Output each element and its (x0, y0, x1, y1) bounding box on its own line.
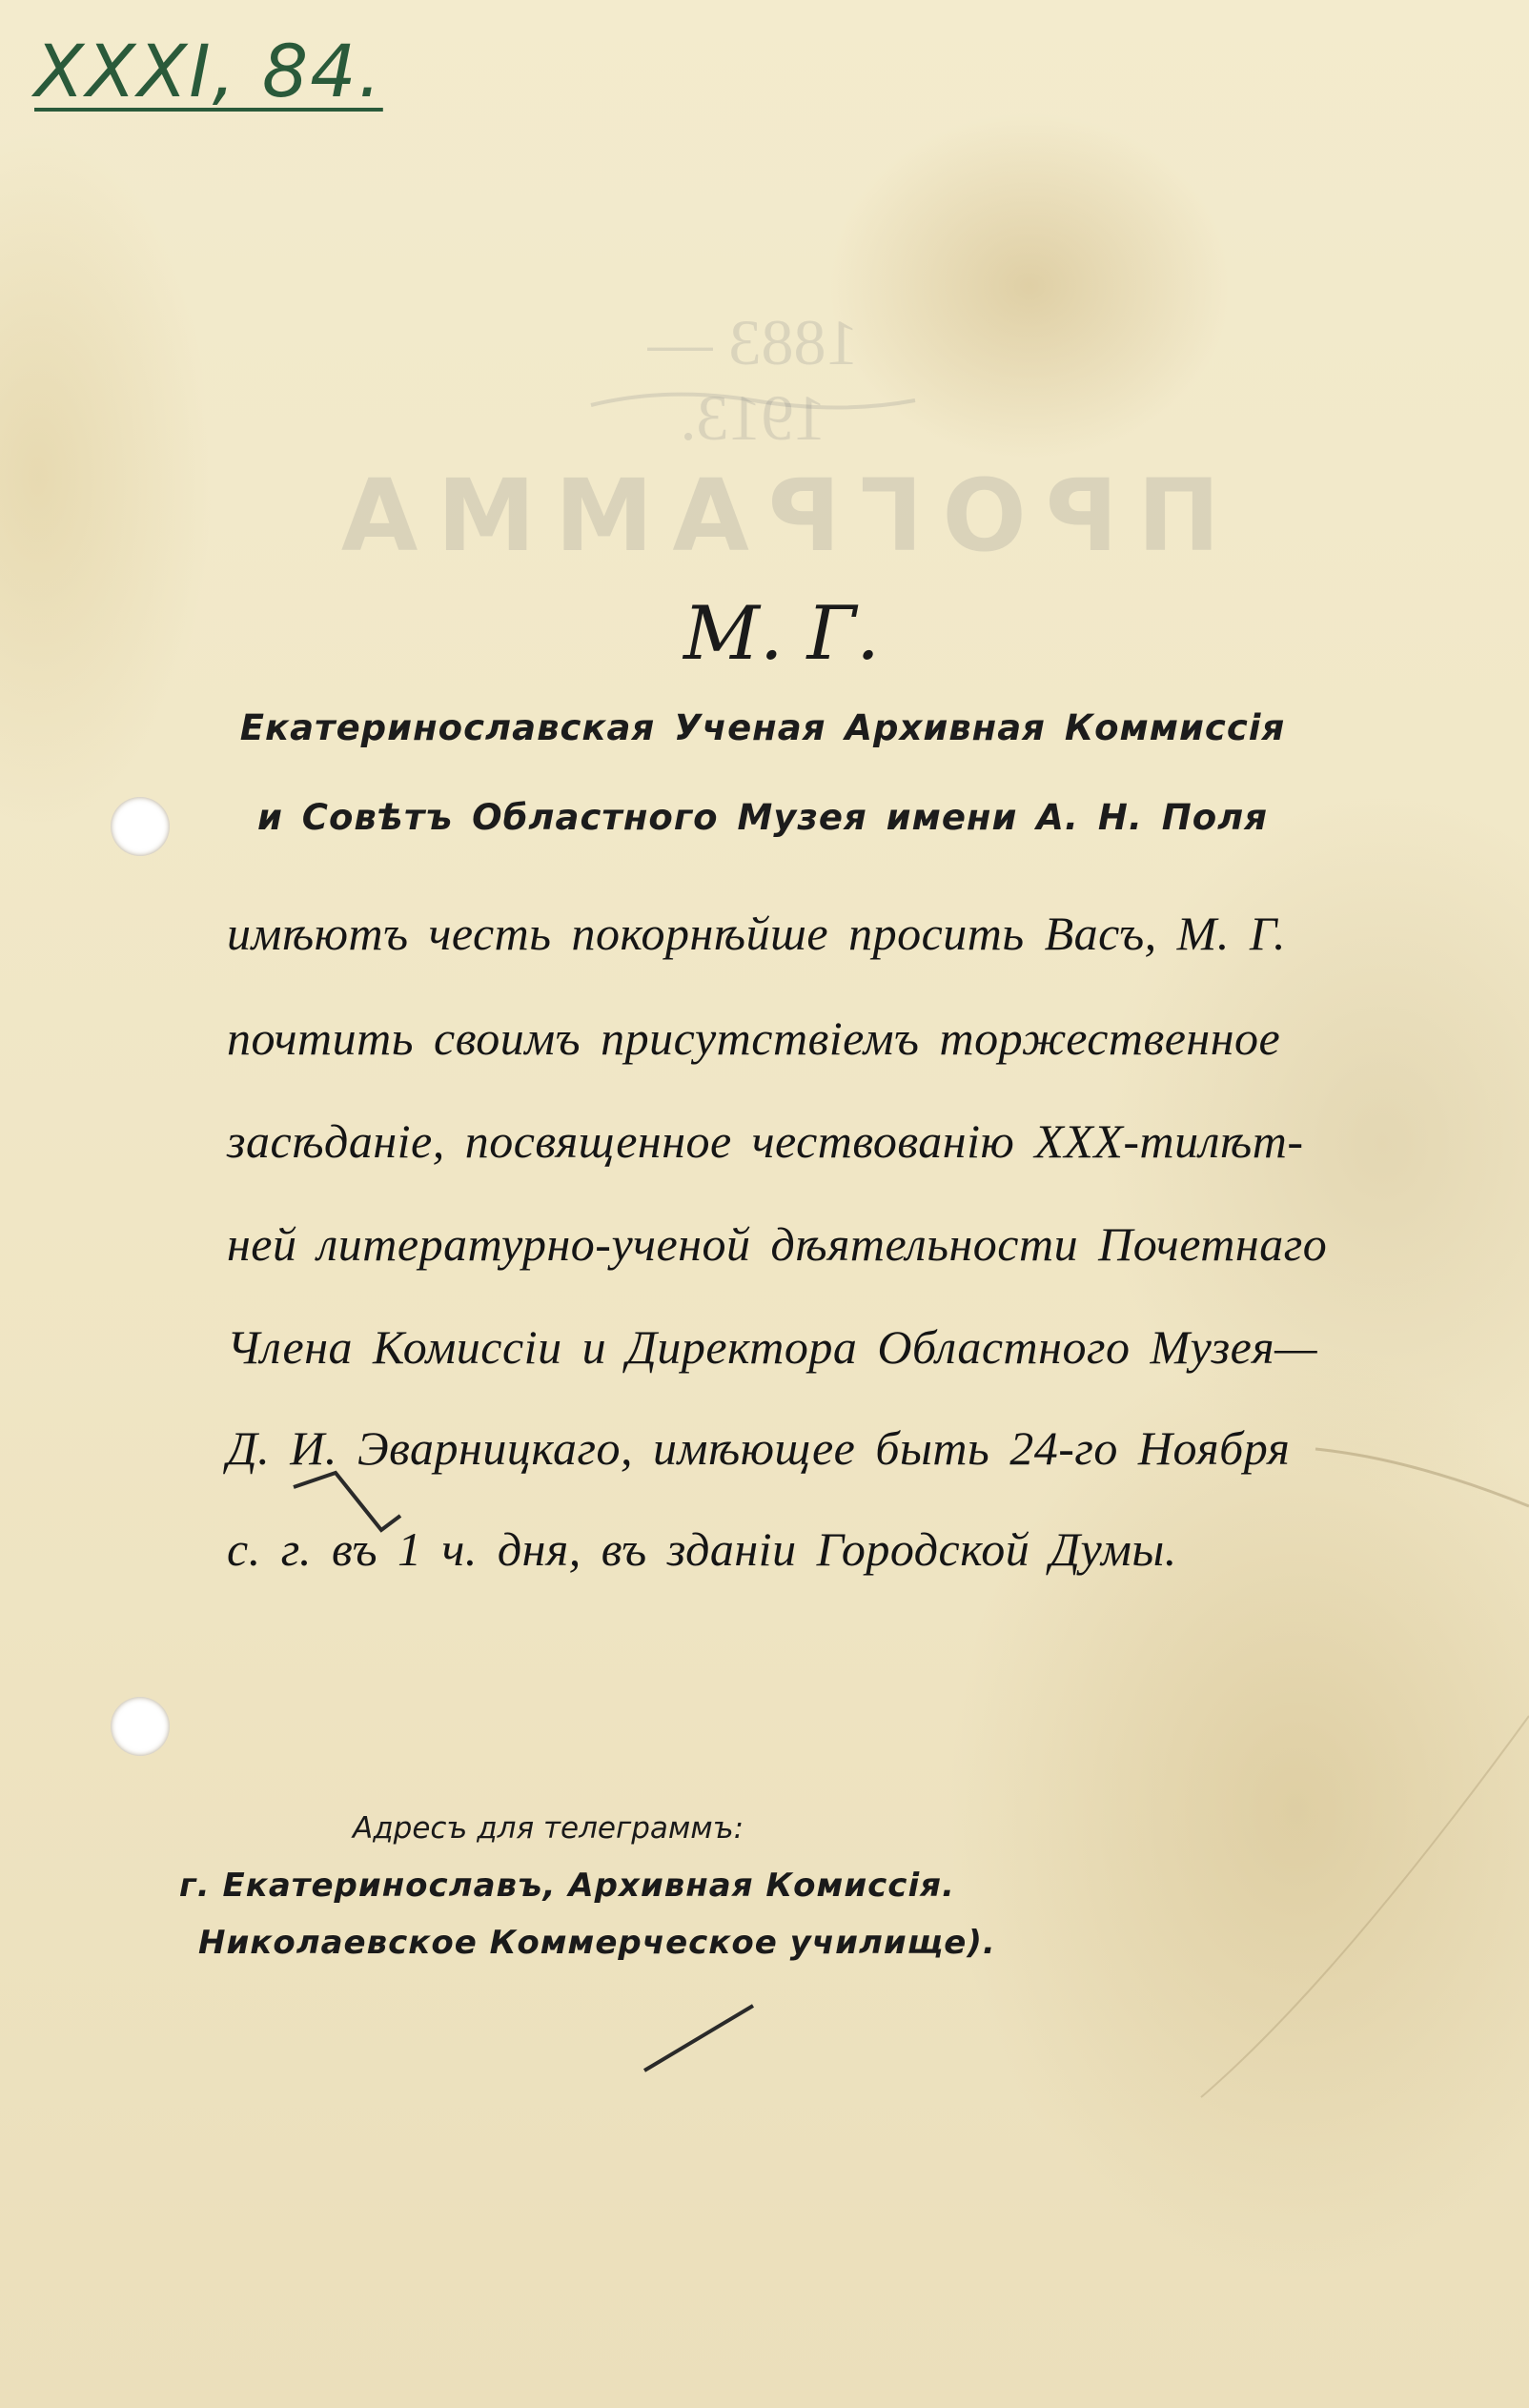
pen-stroke (644, 2006, 753, 2071)
body-text-line: Члена Комиссіи и Директора Областного Музея— (227, 1320, 1318, 1374)
bleed-ornament (591, 395, 915, 408)
body-text-line: ней литературно-ученой дѣятельности Почетнаго (227, 1217, 1328, 1271)
organization-line: и Совѣтъ Областного Музея имени А. Н. Поля (256, 797, 1269, 838)
punch-hole (111, 797, 170, 856)
telegram-address-line: г. Екатеринославъ, Архивная Комиссія. (179, 1867, 955, 1905)
bleed-through-title: ПРОГРАММА (321, 458, 1220, 574)
paper-crease (1201, 1716, 1529, 2097)
telegram-address-label: Адресъ для телеграммъ: (353, 1811, 744, 1846)
bleed-through-year: 1883 — 1913. (647, 306, 859, 454)
archive-reference-mark: XXXI, 84. (34, 29, 383, 113)
body-text-line: почтить своимъ присутствіемъ торжественное (227, 1011, 1281, 1065)
body-text-line: засѣданіе, посвященное чествованію XXX-тилѣт- (227, 1114, 1304, 1168)
body-text-line: имѣютъ честь покорнѣйше просить Васъ, М. Г. (227, 907, 1287, 960)
telegram-address-line: Николаевское Коммерческое училище). (198, 1924, 996, 1962)
punch-hole (111, 1697, 170, 1756)
salutation: М. Г. (683, 591, 880, 677)
organization-line: Екатеринославская Ученая Архивная Коммиссія (239, 707, 1286, 748)
body-text-line: Д. И. Эварницкаго, имѣющее быть 24-го Ноября (227, 1421, 1291, 1475)
body-text-line: с. г. въ 1 ч. дня, въ зданіи Городской Думы. (227, 1522, 1177, 1576)
